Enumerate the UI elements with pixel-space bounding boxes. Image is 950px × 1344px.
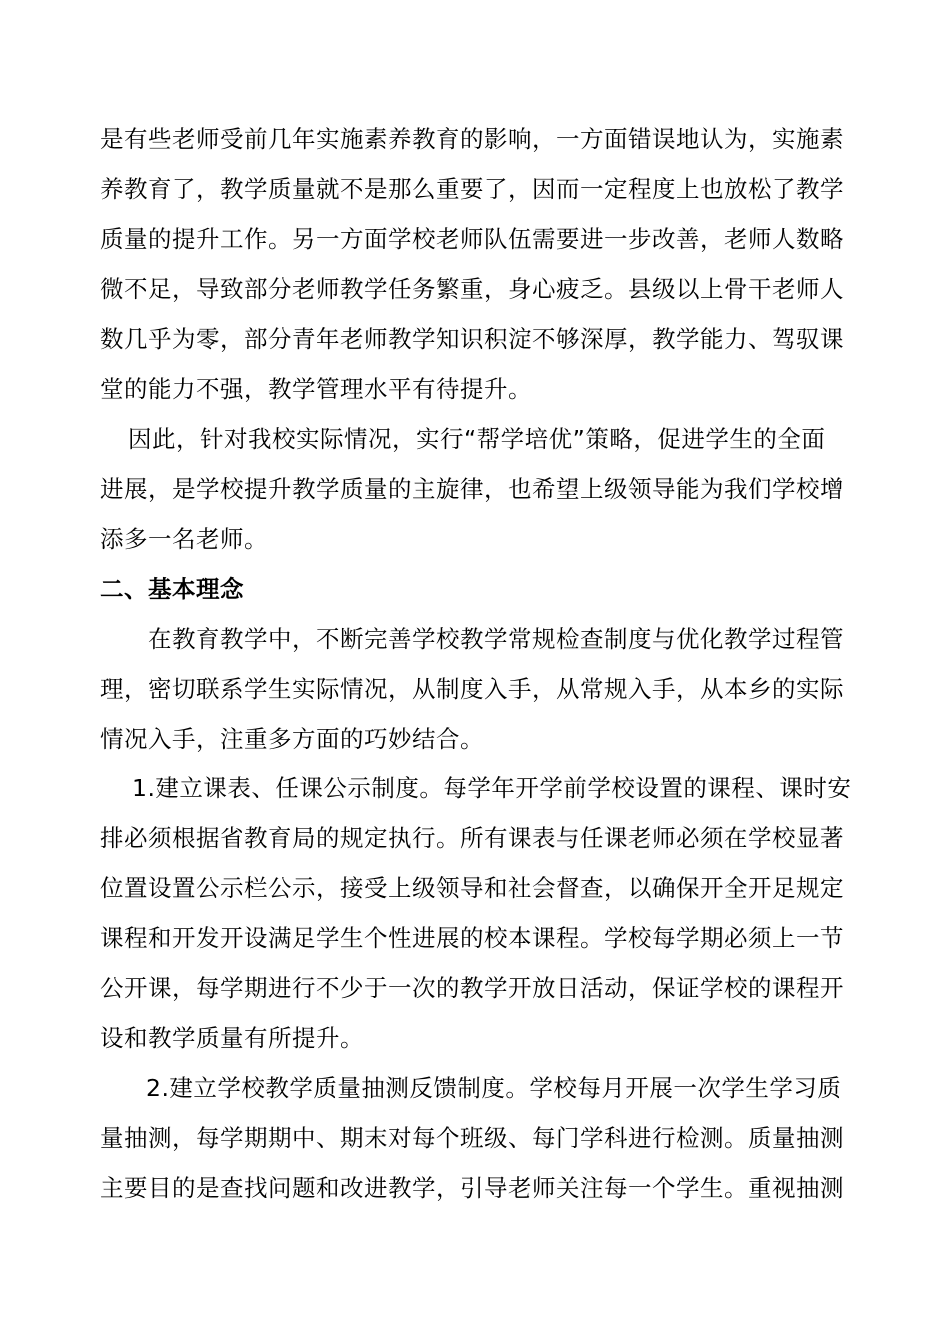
p4-line-1: 1.建立课表、任课公示制度。每学年开学前学校设置的课程、课时安	[132, 774, 852, 802]
p4-line-4: 课程和开发开设满足学生个性进展的校本课程。学校每学期必须上一节	[100, 924, 844, 952]
p4-line-5: 公开课，每学期进行不少于一次的教学开放日活动，保证学校的课程开	[100, 974, 844, 1002]
section-heading: 二、基本理念	[100, 575, 244, 603]
p4-line-6: 设和教学质量有所提升。	[100, 1024, 364, 1052]
p1-line-3: 质量的提升工作。另一方面学校老师队伍需要进一步改善，老师人数略	[100, 225, 844, 253]
p4-line-3: 位置设置公示栏公示，接受上级领导和社会督查，以确保开全开足规定	[100, 874, 844, 902]
p3-line-2: 理，密切联系学生实际情况，从制度入手，从常规入手，从本乡的实际	[100, 675, 844, 703]
p4-line-2: 排必须根据省教育局的规定执行。所有课表与任课老师必须在学校显著	[100, 824, 844, 852]
p2-line-2: 进展，是学校提升教学质量的主旋律，也希望上级领导能为我们学校增	[100, 475, 844, 503]
p2-line-1: 因此，针对我校实际情况，实行“帮学培优”策略，促进学生的全面	[128, 425, 826, 453]
p3-line-3: 情况入手，注重多方面的巧妙结合。	[100, 725, 484, 753]
p1-line-6: 堂的能力不强，教学管理水平有待提升。	[100, 375, 532, 403]
p5-line-3: 主要目的是查找问题和改进教学，引导老师关注每一个学生。重视抽测	[100, 1174, 844, 1202]
p5-line-2: 量抽测，每学期期中、期末对每个班级、每门学科进行检测。质量抽测	[100, 1124, 844, 1152]
p5-line-1: 2.建立学校教学质量抽测反馈制度。学校每月开展一次学生学习质	[146, 1074, 842, 1102]
p1-line-2: 养教育了，教学质量就不是那么重要了，因而一定程度上也放松了教学	[100, 175, 844, 203]
p3-line-1: 在教育教学中，不断完善学校教学常规检查制度与优化教学过程管	[148, 625, 844, 653]
p2-line-3: 添多一名老师。	[100, 525, 268, 553]
p1-line-4: 微不足，导致部分老师教学任务繁重，身心疲乏。县级以上骨干老师人	[100, 275, 844, 303]
p1-line-1: 是有些老师受前几年实施素养教育的影响，一方面错误地认为，实施素	[100, 125, 844, 153]
p1-line-5: 数几乎为零，部分青年老师教学知识积淀不够深厚，教学能力、驾驭课	[100, 325, 844, 353]
